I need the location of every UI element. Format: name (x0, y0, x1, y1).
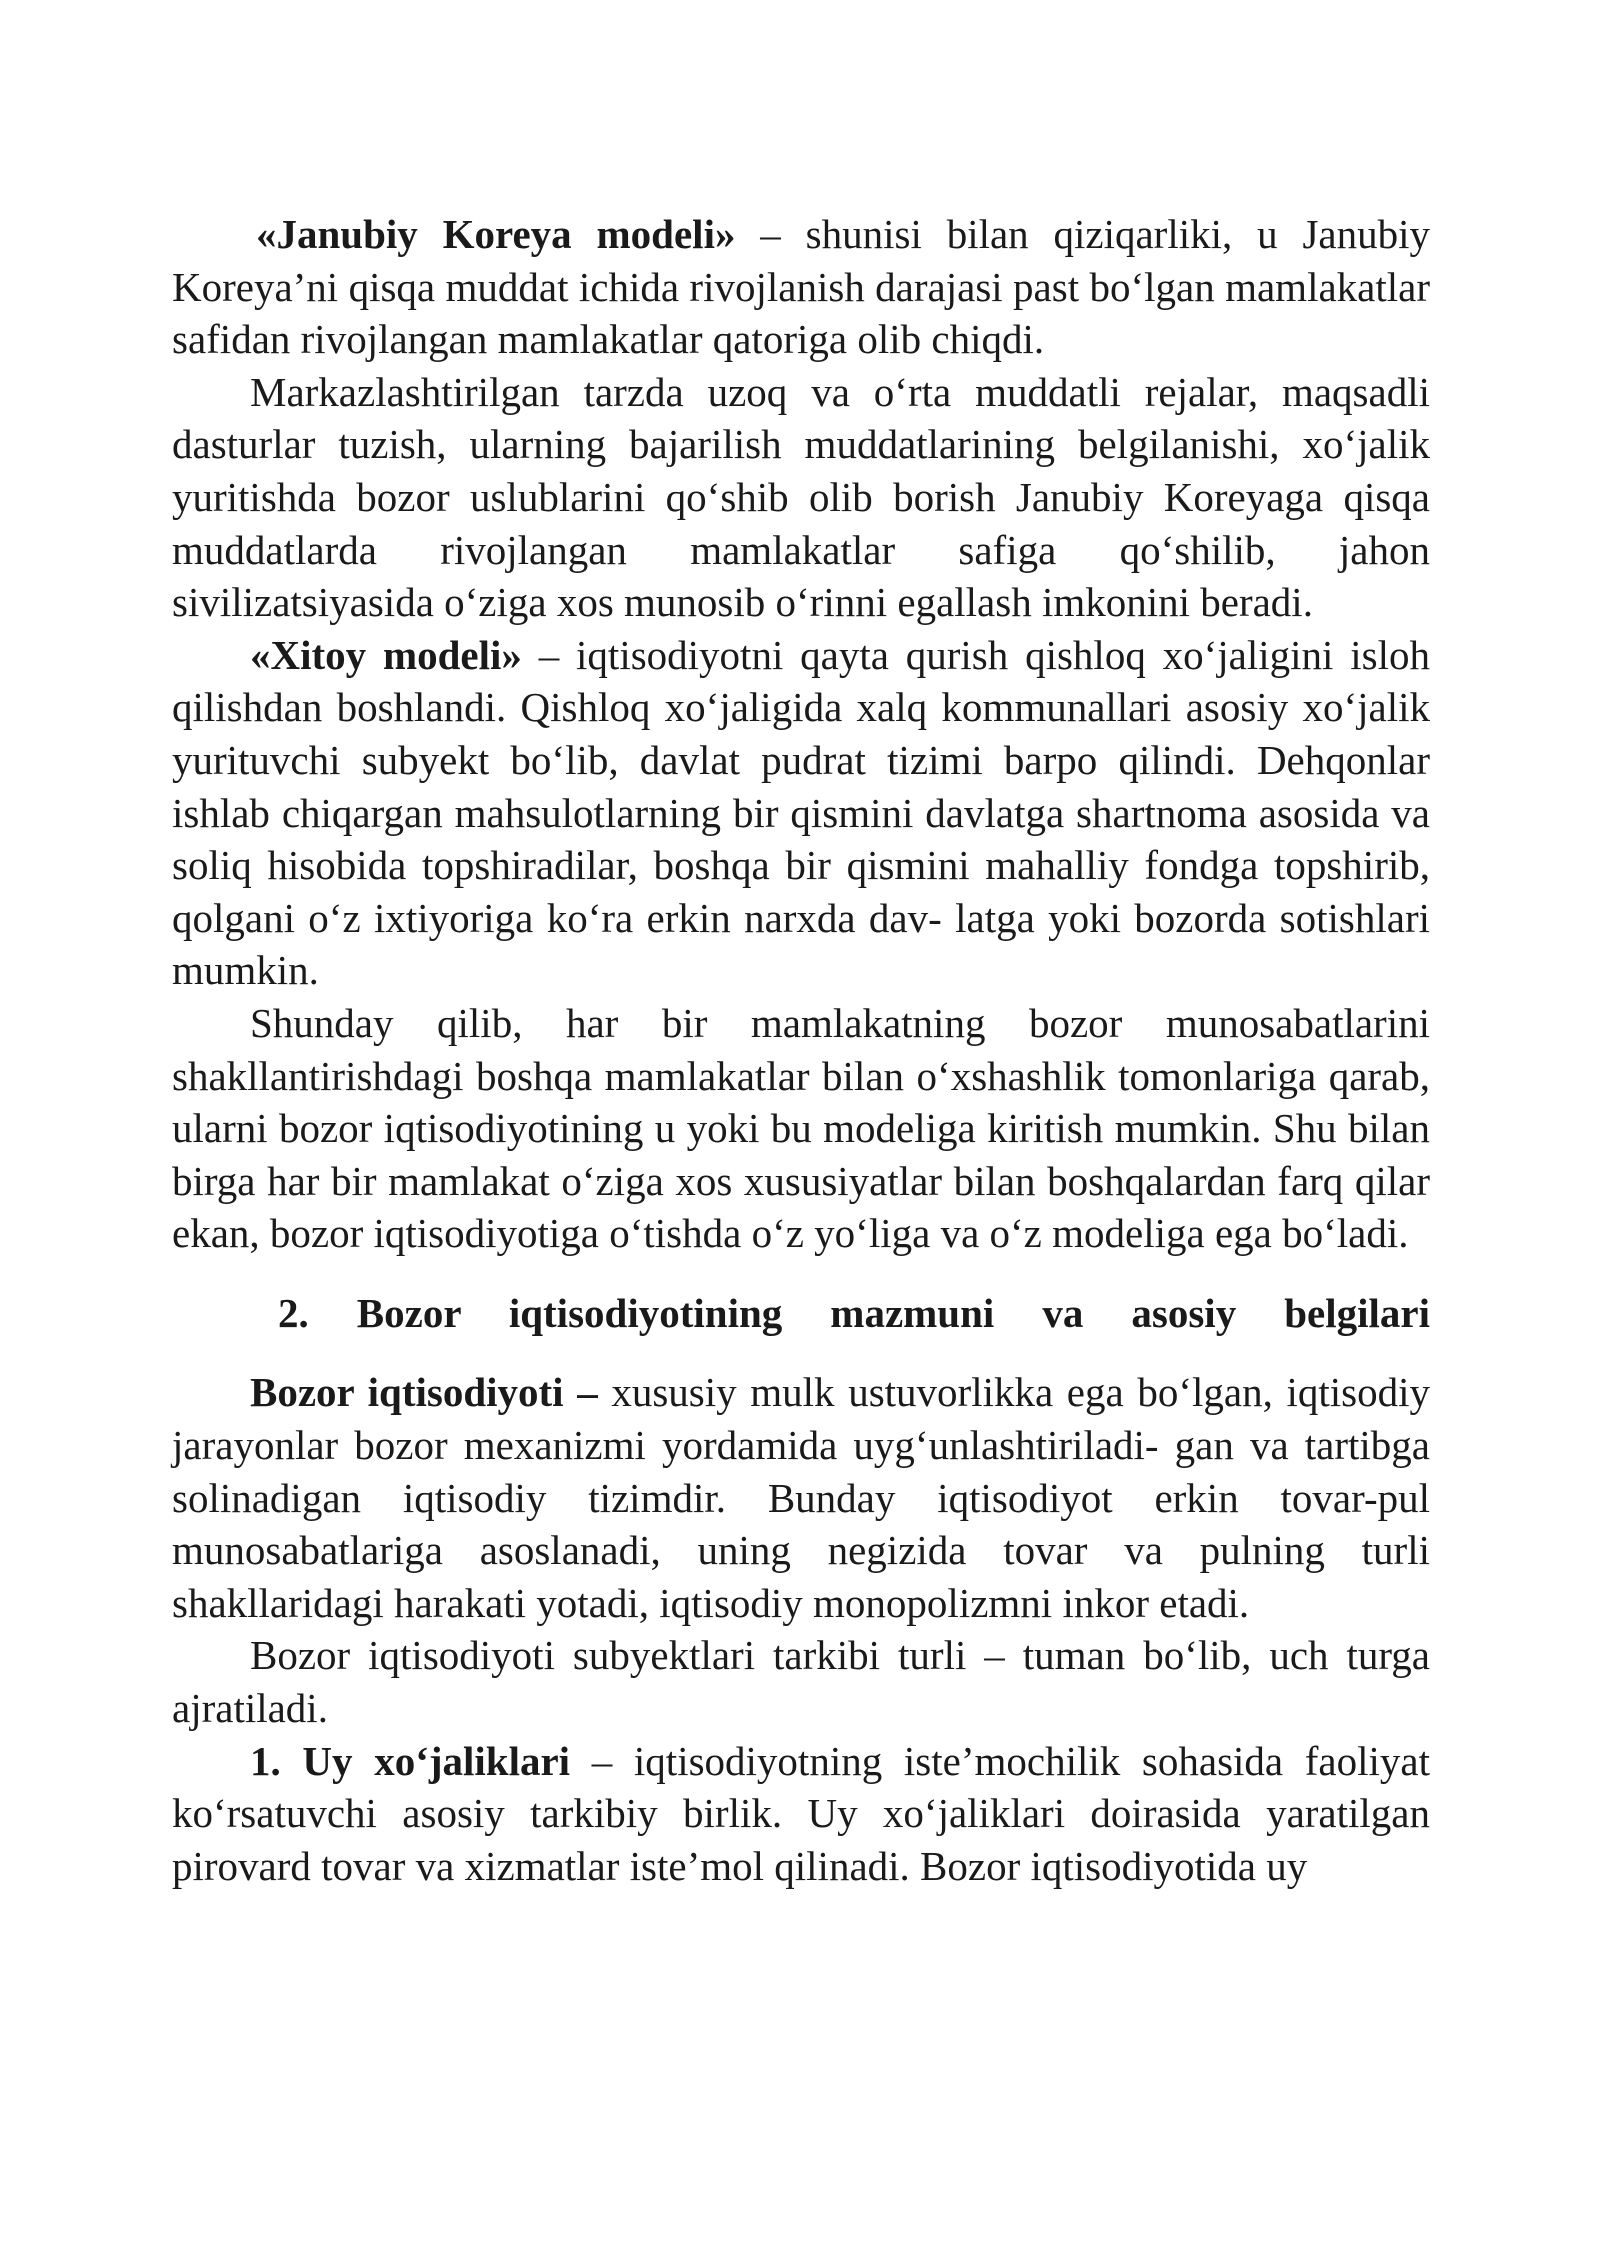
paragraph-households (172, 1735, 1430, 1893)
paragraph-text: – shunisi bilan qiziqarliki, u Janubiy Koreya’ni qisqa muddat ichida rivojlanish darajasi past bo‘lgan mamlakatlar safidan rivojlangan mamlakatlar qatoriga olib chiqdi. (172, 211, 1430, 363)
document-page (172, 208, 1430, 1892)
paragraph-lead: 1. Uy xo‘jaliklari (250, 1737, 571, 1784)
paragraph-text: – iqtisodiyotni qayta qurish qishloq xo‘jaligini isloh qilishdan boshlandi. Qishloq xo‘jaligida xalq kommunallari asosiy xo‘jalik yurituvchi subyekt bo‘lib, davlat pudrat tizimi barpo qilindi. Dehqonlar ishlab chiqargan mahsulotlarning bir qismini davlatga shartnoma asosida va soliq hisobida topshiradilar, boshqa bir qismini mahalliy fondga topshirib, qolgani o‘z ixtiyoriga ko‘ra erkin narxda dav- latga yoki bozorda sotishlari mumkin. (172, 631, 1430, 994)
paragraph-text: Markazlashtirilgan tarzda uzoq va o‘rta muddatli rejalar, maqsadli dasturlar tuzish, ularning bajarilish muddatlarining belgilanishi, xo‘jalik yuritishda bozor uslublarini qo‘shib olib borish Janubiy Koreyaga qisqa muddatlarda rivojlangan mamlakatlar safiga qo‘shilib, jahon sivilizatsiyasida o‘ziga xos munosib o‘rinni egallash imkonini beradi. (172, 368, 1430, 626)
paragraph-subjects (172, 1629, 1430, 1734)
section-heading: 2. Bozor iqtisodiyotining mazmuni va asosiy belgilari (278, 1289, 1430, 1336)
paragraph-south-korea-model (172, 208, 1430, 366)
paragraph-text: – iqtisodiyotning iste’mochilik sohasida faoliyat ko‘rsatuvchi asosiy tarkibiy birlik. Uy xo‘jaliklari doirasida yaratilgan pirovard tovar va xizmatlar iste’mol qilinadi. Bozor iqtisodiyotida uy (172, 1737, 1430, 1889)
paragraph-lead: Bozor iqtisodiyoti – (250, 1369, 598, 1416)
paragraph-text: Shunday qilib, har bir mamlakatning bozor munosabatlarini shakllantirishdagi boshqa mamlakatlar bilan o‘xshashlik tomonlariga qarab, ularni bozor iqtisodiyotining u yoki bu modeliga kiritish mumkin. Shu bilan birga har bir mamlakat o‘ziga xos xususiyatlar bilan boshqalardan farq qilar ekan, bozor iqtisodiyotiga o‘tishda o‘z yo‘liga va o‘z modeliga ega bo‘ladi. (172, 999, 1430, 1257)
paragraph-summary (172, 997, 1430, 1260)
paragraph-lead: «Janubiy Koreya modeli» (256, 211, 736, 257)
paragraph-lead: «Xitoy modeli» (250, 631, 522, 678)
paragraph-text: Bozor iqtisodiyoti subyektlari tarkibi turli – tuman bo‘lib, uch turga ajratiladi. (172, 1632, 1430, 1732)
paragraph-china-model (172, 629, 1430, 997)
paragraph-centralized-plans (172, 366, 1430, 629)
paragraph-text: xususiy mulk ustuvorlikka ega bo‘lgan, iqtisodiy jarayonlar bozor mexanizmi yordamida uyg‘unlashtiriladi- gan va tartibga solinadigan iqtisodiy tizimdir. Bunday iqtisodiyot erkin tovar-pul munosabatlariga asoslanadi, uning negizida tovar va pulning turli shakllaridagi harakati yotadi, iqtisodiy monopolizmni inkor etadi. (172, 1369, 1430, 1626)
paragraph-market-economy-definition (172, 1366, 1430, 1629)
